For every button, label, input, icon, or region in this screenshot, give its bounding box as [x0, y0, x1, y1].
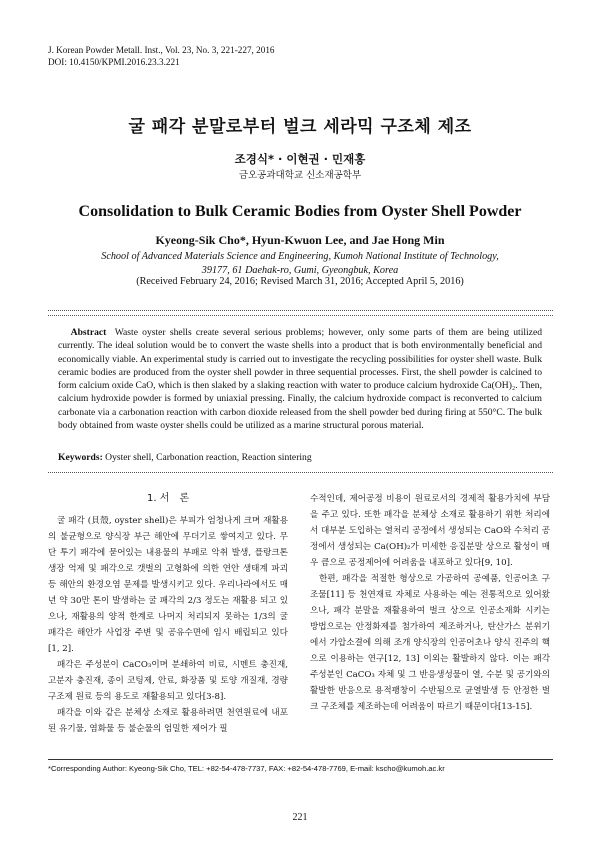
abstract-label: Abstract — [70, 327, 107, 338]
paragraph: 굴 패각 (貝殼, oyster shell)은 부피가 엄청나게 크며 재활용의 불균형으로 양식장 부근 해안에 무더기로 쌓여지고 있다. 무단 투기 패각에 묻어있는 내용물의 부패로 악취 발생, 플랑크톤 생장 억제 및 패각으로 갯벌의 고형화에 의한 연안 생태계 파괴 등 해안의 환경오염 문제를 발생시키고 있다. 우리나라에서도 매년 약 30만 톤이 발생하는 굴 패각의 2/3 정도는 재활용 되고 있으나, 재활용의 양적 한계로 나머지 처리되지 못하는 1/3의 굴 패각은 해안가 사업장 주변 및 공유수면에 임시 배립되고 있다[1, 2]. — [48, 516, 288, 654]
paragraph: 수적인데, 제어공정 비용이 원료로서의 경제적 활용가치에 부담을 주고 있다. 또한 패각을 분체상 소재로 활용하기 위한 처리에서 대부분 도입하는 열처리 공정에서 생성되는 CaO와 수처리 공정에서 생성되는 Ca(OH)₂가 미세한 응집분말 상으로 활성이 매우 큼으로 공정제어에 어려움을 내포하고 있다[9, 10]. — [310, 494, 550, 568]
received-dates: (Received February 24, 2016; Revised March 31, 2016; Accepted April 5, 2016) — [136, 276, 464, 287]
abstract — [58, 326, 542, 432]
footnote-divider — [48, 759, 553, 760]
divider-top — [48, 310, 553, 311]
right-column — [310, 491, 550, 715]
authors-korean: 조경식* · 이현권 · 민재홍 — [234, 152, 366, 166]
affiliation-korean: 금오공과대학교 신소재공학부 — [238, 170, 362, 181]
page-number: 221 — [292, 812, 308, 823]
corresponding-author-footnote: *Corresponding Author: Kyeong-Sik Cho, TEL: +82-54-478-7737, FAX: +82-54-478-7769, E-mail: kscho@kumoh.ac.kr — [48, 764, 445, 773]
journal-header — [48, 44, 275, 68]
journal-citation: J. Korean Powder Metall. Inst., Vol. 23, No. 3, 221-227, 2016 — [48, 45, 275, 55]
divider-bottom — [48, 472, 553, 473]
title-korean: 굴 패각 분말로부터 벌크 세라믹 구조체 제조 — [128, 117, 472, 137]
authors-english: Kyeong-Sik Cho*, Hyun-Kwuon Lee, and Jae Hong Min — [155, 233, 445, 247]
divider-top-2 — [48, 315, 553, 316]
affiliation-english — [0, 250, 600, 277]
paragraph: 패각은 주성분이 CaCO₃이며 분쇄하여 비료, 시멘트 충진재, 고분자 충진재, 종이 코팅제, 안료, 화장품 및 토양 개질재, 경량구조제 원료 등의 용도로 재활용되고 있다[3-8]. — [48, 660, 288, 702]
title-english: Consolidation to Bulk Ceramic Bodies from Oyster Shell Powder — [78, 203, 522, 220]
affiliation-line-2: 39177, 61 Daehak-ro, Gumi, Gyeongbuk, Korea — [201, 264, 399, 276]
affiliation-line-1: School of Advanced Materials Science and Engineering, Kumoh National Institute of Technology, — [101, 251, 499, 262]
abstract-text: Waste oyster shells create several serious problems; however, only some parts of them are being utilized currently. The ideal solution would be to convert the waste shells into a product that is both environmentally beneficial and economically viable. An experimental study is carried out to investigate the recycling possibilities for oyster shell waste. Bulk ceramic bodies are produced from the oyster shell powder in three sequential processes. First, the shell powder is calcined to form calcium oxide CaO, which is then slaked by a slaking reaction with water to produce calcium hydroxide Ca(OH)₂. Then, calcium hydroxide powder is formed by uniaxial pressing. Finally, the calcium hydroxide compact is reconverted to calcium carbonate via a carbonation reaction with carbon dioxide released from the shell powder bed during firing at 550°C. The bulk body obtained from waste oyster shells could be utilized as a marine structural porous material. — [58, 327, 542, 432]
keywords — [58, 451, 542, 464]
keywords-text: Oyster shell, Carbonation reaction, Reaction sintering — [105, 452, 312, 463]
left-column — [48, 491, 288, 737]
paragraph: 패각을 이와 같은 분체상 소재로 활용하려면 천연원료에 내포된 유기물, 염화물 등 불순물의 엄밀한 제어가 필 — [48, 708, 288, 734]
doi: DOI: 10.4150/KPMI.2016.23.3.221 — [48, 57, 180, 67]
paragraph: 한편, 패각을 적절한 형상으로 가공하여 공예품, 인공어초 구조물[11] 등 천연재료 자체로 사용하는 예는 전통적으로 있어왔으나, 패각 분말을 재활용하여 벌크 상으로 인공소재화 시키는 방법으로는 안정화제를 첨가하여 제조하거나, 탄산가스 분위기에서 가압소결에 의해 조개 양식장의 인공어초나 양식 진주의 핵으로 이용하는 연구[12, 13] 이외는 활발하지 않다. 이는 패각 주성분인 CaCO₃ 자체 및 그 반응생성물이 열, 수분 및 공기와의 활발한 반응으로 용적팽창이 수반됨으로 균열발생 등 안정한 벌크 구조체를 제조하는데 어려움이 따르기 때문이다[13-15]. — [310, 574, 550, 712]
keywords-label: Keywords: — [58, 452, 103, 463]
section-heading: 1. 서 론 — [146, 493, 190, 504]
